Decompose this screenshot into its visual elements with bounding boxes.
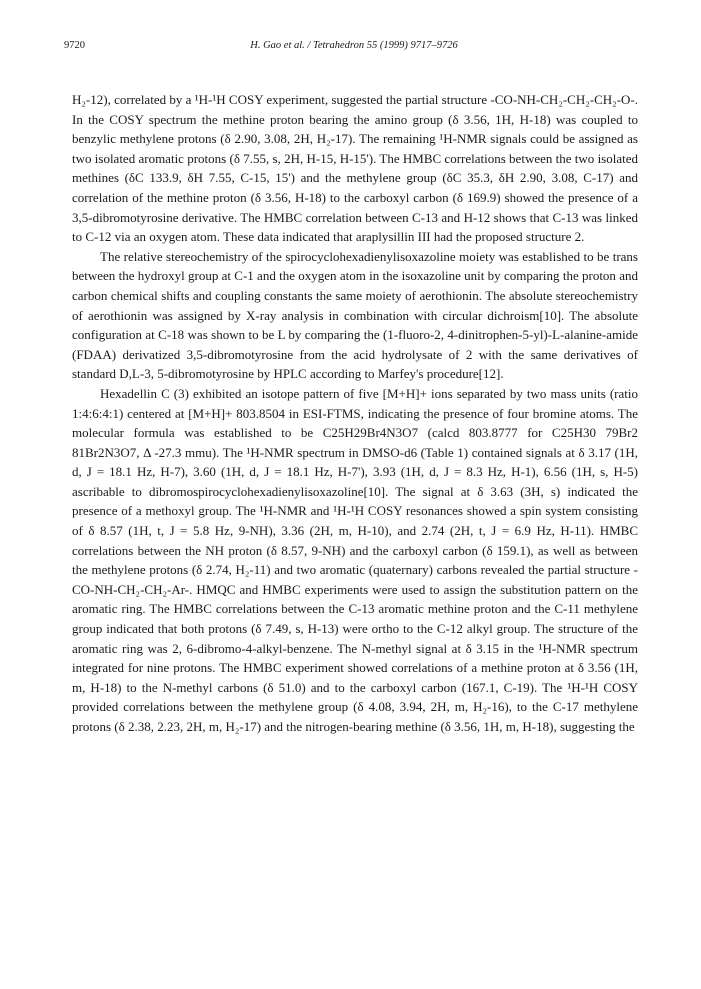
paragraph-hexadellin-c: Hexadellin C (3) exhibited an isotope pattern of five [M+H]+ ions separated by two mass units (ratio 1:4:6:4:1) centered at [M+H]+ 803.8504 in ESI-FTMS, indicating the presence of four bromine atoms. The molecular formula was established to be C25H29Br4N3O7 (calcd 803.8777 for C25H30 79Br2 81Br2N3O7, Δ -27.3 mmu). The ¹H-NMR spectrum in DMSO-d6 (Table 1) contained signals at δ 3.17 (1H, d, J = 18.1 Hz, H-7), 3.60 (1H, d, J = 18.1 Hz, H-7'), 3.93 (1H, d, J = 8.3 Hz, H-1), 6.56 (1H, s, H-5) ascribable to dibromospirocyclohexadienylisoxazoline[10]. The signal at δ 3.63 (3H, s) indicated the presence of a methoxyl group. The ¹H-NMR and ¹H-¹H COSY resonances showed a spin system consisting of δ 8.57 (1H, t, J = 5.8 Hz, 9-NH), 3.36 (2H, m, H-10), and 2.74 (2H, t, J = 6.9 Hz, H-11). HMBC correlations between the NH proton (δ 8.57, 9-NH) and the carboxyl carbon (δ 159.1), as well as between the methylene protons (δ 2.74, H₂-11) and two aromatic (quaternary) carbons revealed the partial structure -CO-NH-CH₂-CH₂-Ar-. HMQC and HMBC experiments were used to assign the substitution pattern on the aromatic ring. The HMBC correlations between the C-13 aromatic methine proton and the C-11 methylene group indicated that both protons (δ 7.49, s, H-13) were ortho to the C-12 alkyl group. The structure of the aromatic ring was 2, 6-dibromo-4-alkyl-benzene. The N-methyl signal at δ 3.15 in the ¹H-NMR spectrum integrated for nine protons. The HMBC experiment showed correlations of a methine proton at δ 3.56 (1H, m, H-18) to the N-methyl carbons (δ 51.0) and to the carboxyl carbon (167.1, C-19). The ¹H-¹H COSY provided correlations between the methylene group (δ 4.08, 3.94, 2H, m, H₂-16), to the C-17 methylene protons (δ 2.38, 2.23, 2H, m, H₂-17) and the nitrogen-bearing methine (δ 3.56, 1H, m, H-18), suggesting the — [72, 385, 638, 734]
page-number: 9720 — [64, 40, 85, 51]
paragraph-araplysillin-structure: H₂-12), correlated by a ¹H-¹H COSY experiment, suggested the partial structure -CO-NH-CH₂-CH₂-CH₂-O-. In the COSY spectrum the methine proton bearing the amino group (δ 3.56, 1H, H-18) was coupled to benzylic methylene protons (δ 2.90, 3.08, 2H, H₂-17). The remaining ¹H-NMR signals could be assigned as two isolated aromatic protons (δ 7.55, s, 2H, H-15, H-15'). The HMBC correlations between the two isolated methines (δC 133.9, δH 7.55, C-15, 15') and the methylene group (δC 35.3, δH 2.90, 3.08, C-17) and correlation of the methine proton (δ 3.56, H-18) to the carboxyl carbon (δ 169.9) showed the presence of a 3,5-dibromotyrosine derivative. The HMBC correlation between C-13 and H-12 shows that C-13 was linked to C-12 via an oxygen atom. These data indicated that araplysillin III had the proposed structure 2. — [72, 92, 638, 245]
article-body — [72, 90, 638, 737]
paragraph-stereochemistry: The relative stereochemistry of the spirocyclohexadienylisoxazoline moiety was established to be trans between the hydroxyl group at C-1 and the oxygen atom in the isoxazoline unit by comparing the proton and carbon chemical shifts and coupling constants the same moiety of aerothionin. The absolute stereochemistry of aerothionin was assigned by X-ray analysis in combination with circular dichroism[10]. The absolute configuration at C-18 was shown to be L by comparing the (1-fluoro-2, 4-dinitrophen-5-yl)-L-alanine-amide (FDAA) derivatized 3,5-dibromotyrosine from the acid hydrolysate of 2 with the same derivatives of standard D,L-3, 5-dibromotyrosine by HPLC according to Marfey's procedure[12]. — [72, 248, 638, 382]
running-head: H. Gao et al. / Tetrahedron 55 (1999) 9717–9726 — [250, 40, 458, 51]
page-header — [64, 40, 644, 56]
